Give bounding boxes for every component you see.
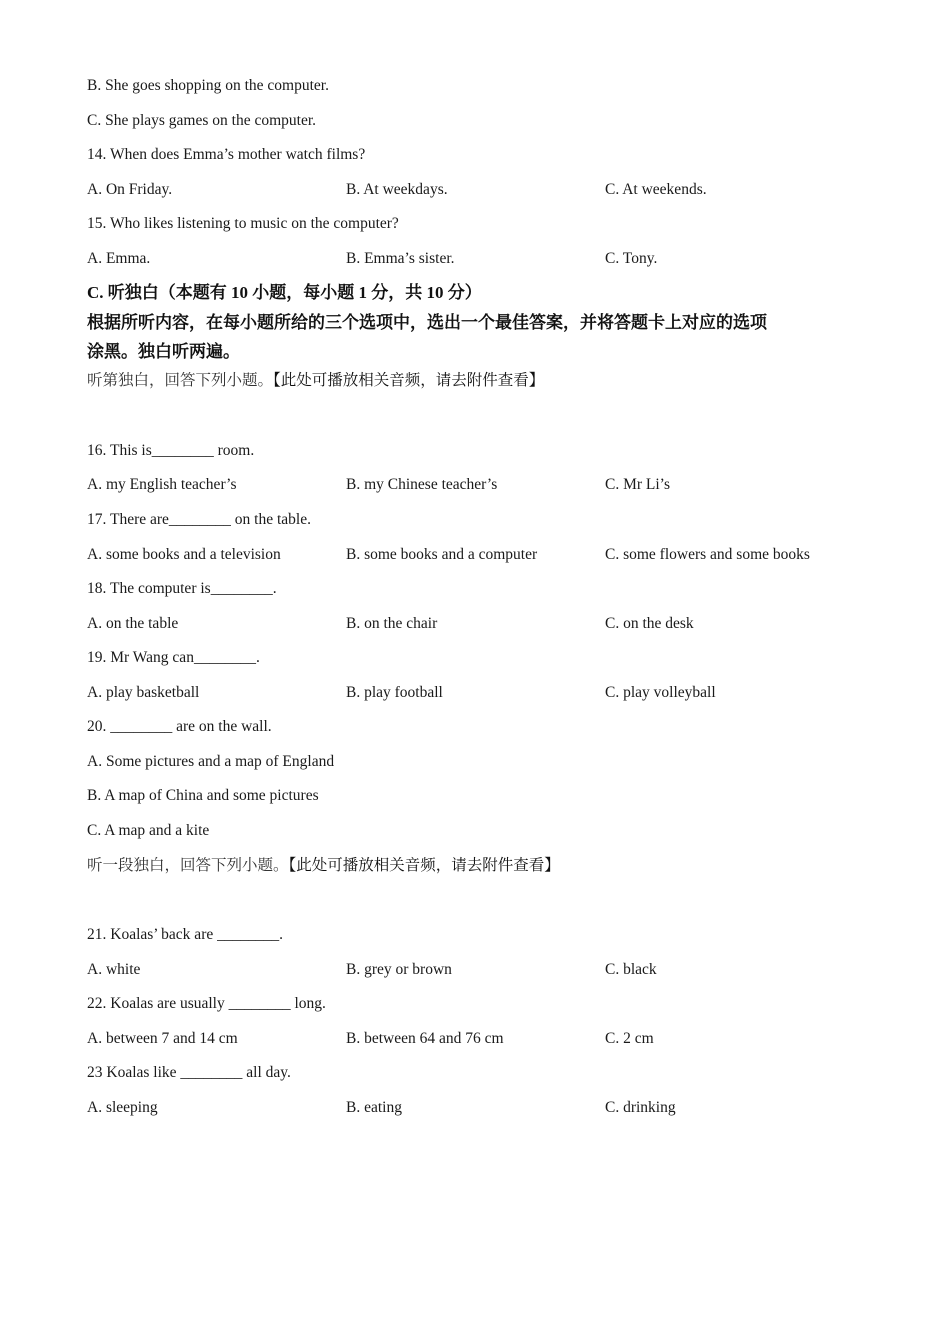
q21-option-c: C. black [605,961,657,978]
q19-stem: 19. Mr Wang can________. [87,649,260,666]
q20-stem: 20. ________ are on the wall. [87,718,272,735]
q14-option-c: C. At weekends. [605,181,707,198]
monologue-2-prompt: 听一段独白，回答下列小题。 [87,857,289,874]
q23-option-c: C. drinking [605,1099,676,1116]
q14-stem: 14. When does Emma’s mother watch films? [87,146,366,163]
q22-option-b: B. between 64 and 76 cm [346,1030,504,1047]
monologue-1-prompt: 听第独白，回答下列小题。 [87,372,274,389]
q16-option-a: A. my English teacher’s [87,476,237,493]
q13-option-b: B. She goes shopping on the computer. [87,77,329,94]
q22-option-c: C. 2 cm [605,1030,654,1047]
section-c-instruction-line-2: 涂黑。独白听两遍。 [87,342,240,361]
q19-option-c: C. play volleyball [605,684,716,701]
q13-option-c: C. She plays games on the computer. [87,112,317,129]
section-c-heading: C. 听独白（本题有 10 小题，每小题 1 分，共 10 分） [87,283,482,302]
q19-option-b: B. play football [346,684,443,701]
monologue-2-prompt-line [87,856,560,876]
q17-option-a: A. some books and a television [87,546,281,563]
q16-stem: 16. This is________ room. [87,442,255,459]
monologue-1-audio-note: 【此处可播放相关音频，请去附件查看】 [273,372,545,389]
q23-stem: 23 Koalas like ________ all day. [87,1064,291,1081]
q17-stem: 17. There are________ on the table. [87,511,311,528]
q15-option-b: B. Emma’s sister. [346,250,455,267]
monologue-2-audio-note: 【此处可播放相关音频，请去附件查看】 [288,857,560,874]
q23-option-b: B. eating [346,1099,402,1116]
q15-option-c: C. Tony. [605,250,658,267]
q21-option-a: A. white [87,961,141,978]
q23-option-a: A. sleeping [87,1099,158,1116]
q15-option-a: A. Emma. [87,250,151,267]
q14-option-a: A. On Friday. [87,181,173,198]
q17-option-c: C. some flowers and some books [605,546,810,563]
q15-stem: 15. Who likes listening to music on the computer? [87,215,399,232]
q14-option-b: B. At weekdays. [346,181,448,198]
monologue-1-prompt-line [87,371,544,391]
q18-option-b: B. on the chair [346,615,438,632]
q18-stem: 18. The computer is________. [87,580,277,597]
q16-option-b: B. my Chinese teacher’s [346,476,498,493]
q20-option-b: B. A map of China and some pictures [87,787,319,804]
q16-option-c: C. Mr Li’s [605,476,671,493]
q17-option-b: B. some books and a computer [346,546,538,563]
section-c-instruction-line-1: 根据所听内容，在每小题所给的三个选项中，选出一个最佳答案，并将答题卡上对应的选项 [87,313,767,332]
q21-stem: 21. Koalas’ back are ________. [87,926,283,943]
q21-option-b: B. grey or brown [346,961,452,978]
q20-option-a: A. Some pictures and a map of England [87,753,335,770]
q18-option-a: A. on the table [87,615,179,632]
q18-option-c: C. on the desk [605,615,694,632]
q19-option-a: A. play basketball [87,684,200,701]
q22-stem: 22. Koalas are usually ________ long. [87,995,326,1012]
q22-option-a: A. between 7 and 14 cm [87,1030,238,1047]
q20-option-c: C. A map and a kite [87,822,210,839]
